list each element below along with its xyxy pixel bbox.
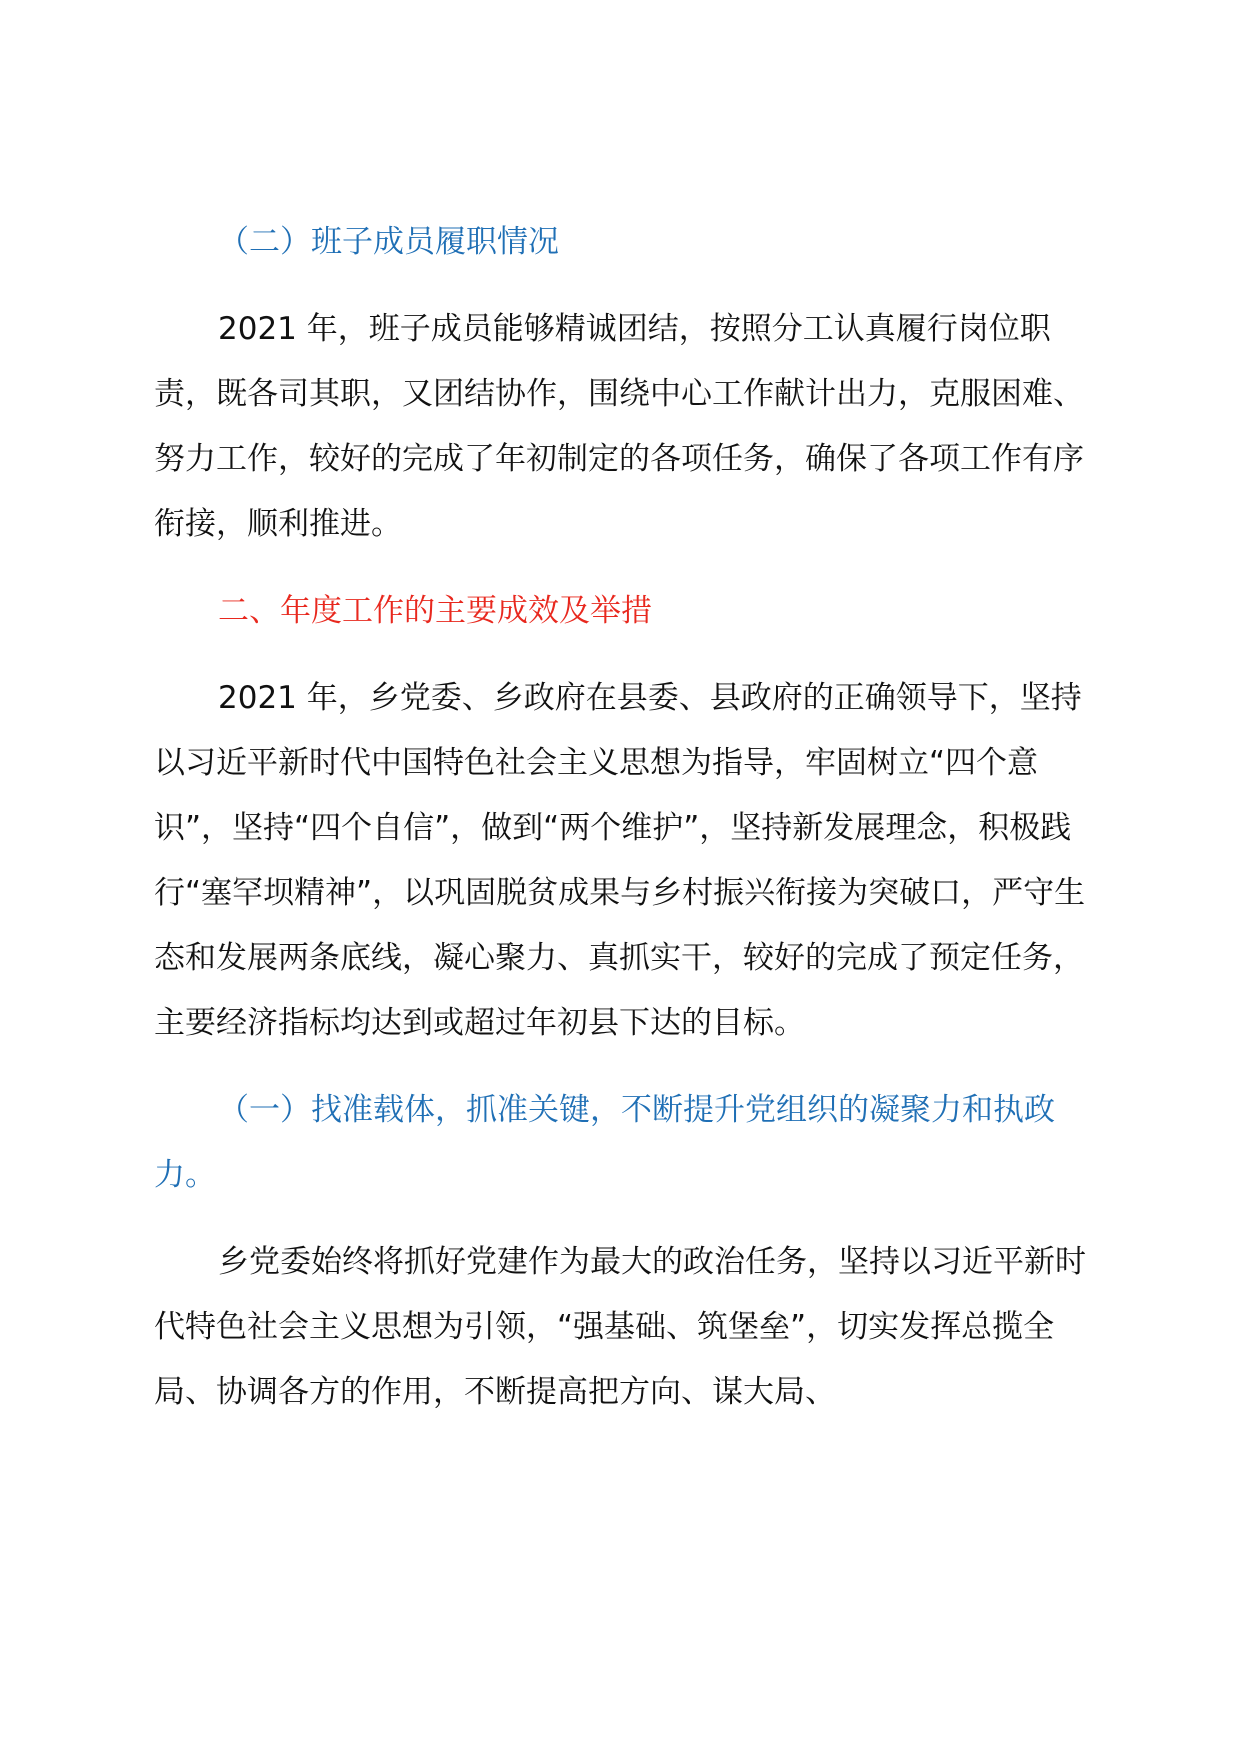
subheading-team-performance: （二）班子成员履职情况 [218, 224, 559, 260]
document-body [154, 210, 1094, 1425]
subheading-party-organization: （一）找准载体，抓准关键，不断提升党组织的凝聚力和执政力。 [154, 1092, 1055, 1193]
paragraph-team-performance: 2021 年，班子成员能够精诚团结，按照分工认真履行岗位职责，既各司其职，又团结协作，围绕中心工作献计出力，克服困难、努力工作，较好的完成了年初制定的各项任务，确保了各项工作有序衔接，顺利推进。 [154, 311, 1084, 542]
paragraph-annual-achievements: 2021 年，乡党委、乡政府在县委、县政府的正确领导下，坚持以习近平新时代中国特色社会主义思想为指导，牢固树立“四个意识”，坚持“四个自信”，做到“两个维护”，坚持新发展理念，积极践行“塞罕坝精神”，以巩固脱贫成果与乡村振兴衔接为突破口，严守生态和发展两条底线，凝心聚力、真抓实干，较好的完成了预定任务，主要经济指标均达到或超过年初县下达的目标。 [154, 680, 1086, 1041]
heading-annual-achievements: 二、年度工作的主要成效及举措 [218, 593, 652, 629]
paragraph-party-building: 乡党委始终将抓好党建作为最大的政治任务，坚持以习近平新时代特色社会主义思想为引领，“强基础、筑堡垒”，切实发挥总揽全局、协调各方的作用，不断提高把方向、谋大局、 [154, 1244, 1086, 1410]
